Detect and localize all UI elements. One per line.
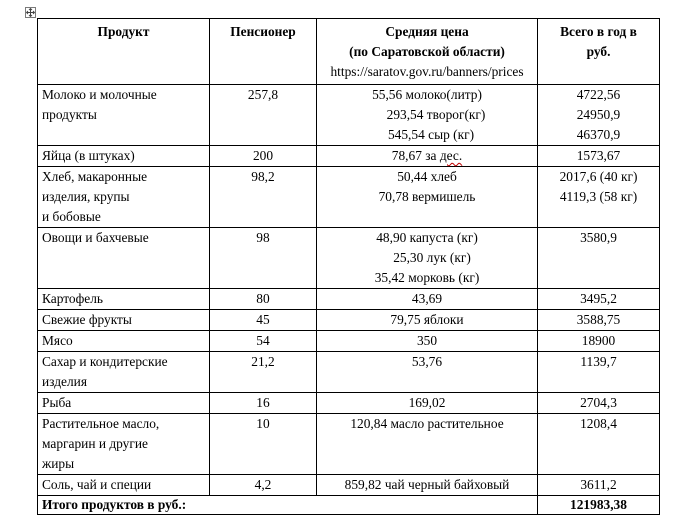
price-value: 169,02 [408,395,446,410]
price-value: 78,67 за [391,148,440,163]
total-cell[interactable] [538,393,660,414]
price-value: 25,30 лук (кг) [393,250,471,265]
table-row [38,475,660,496]
price-cell[interactable] [317,228,538,289]
table-row [38,228,660,289]
pensioner-cell[interactable]: 54 [210,331,317,352]
total-cell[interactable] [538,146,660,167]
total-cell[interactable] [538,331,660,352]
header-average-price-line2: (по Саратовской области) [349,44,505,59]
total-value: 46370,9 [576,127,621,142]
product-name: Хлеб, макаронные [42,169,148,184]
total-value: 24950,9 [576,107,621,122]
pensioner-cell[interactable]: 98,2 [210,167,317,228]
summary-value[interactable]: 121983,38 [538,496,660,515]
food-price-table [37,18,660,515]
price-value: 350 [416,333,438,348]
header-average-price-line1: Средняя цена [385,24,469,39]
product-cell[interactable] [38,289,210,310]
price-value: 53,76 [411,354,443,369]
total-cell[interactable] [538,228,660,289]
product-name: маргарин и другие [42,436,148,451]
product-name: Молоко и молочные [42,87,157,102]
product-cell[interactable] [38,352,210,393]
product-cell[interactable] [38,167,210,228]
product-cell[interactable] [38,414,210,475]
table-move-handle[interactable] [25,7,36,18]
total-value: 1573,67 [576,148,621,163]
price-cell[interactable] [317,85,538,146]
table-row [38,414,660,475]
product-cell[interactable] [38,146,210,167]
pensioner-cell[interactable]: 21,2 [210,352,317,393]
product-name: Овощи и бахчевые [42,230,149,245]
total-value: 1208,4 [580,416,617,431]
pensioner-cell[interactable]: 80 [210,289,317,310]
price-cell[interactable] [317,146,538,167]
total-cell[interactable] [538,85,660,146]
total-value: 3588,75 [576,312,621,327]
header-total-line1: Всего в год в [560,24,637,39]
product-name: Соль, чай и специи [42,477,152,492]
product-name: жиры [42,456,75,471]
product-cell[interactable] [38,393,210,414]
summary-row [38,496,660,515]
table-row [38,310,660,331]
pensioner-cell[interactable]: 16 [210,393,317,414]
product-cell[interactable] [38,85,210,146]
price-value: 545,54 сыр (кг) [387,127,475,142]
total-value: 2017,6 (40 кг) [559,169,638,184]
table-row [38,331,660,352]
product-cell[interactable] [38,475,210,496]
price-value: 55,56 молоко(литр) [372,87,482,102]
total-value: 3495,2 [580,291,617,306]
price-cell[interactable] [317,414,538,475]
product-name: Свежие фрукты [42,312,132,327]
pensioner-cell[interactable]: 257,8 [210,85,317,146]
product-name: Сахар и кондитерские [42,354,168,369]
price-cell[interactable] [317,289,538,310]
product-cell[interactable] [38,331,210,352]
table-row [38,352,660,393]
price-source-link[interactable]: https://saratov.gov.ru/banners/prices [330,64,524,79]
spellcheck-underlined-word: дес. [439,148,463,163]
price-value: 70,78 вермишель [378,189,476,204]
header-row [38,19,660,85]
total-value: 3580,9 [580,230,617,245]
product-name: Растительное масло, [42,416,160,431]
table-row [38,289,660,310]
price-value: 859,82 чай черный байховый [344,477,510,492]
price-value: 48,90 капуста (кг) [376,230,478,245]
product-name: Картофель [42,291,103,306]
pensioner-cell[interactable]: 45 [210,310,317,331]
table-row [38,393,660,414]
header-pensioner: Пенсионер [210,19,317,85]
pensioner-cell[interactable]: 98 [210,228,317,289]
pensioner-cell[interactable]: 4,2 [210,475,317,496]
price-cell[interactable] [317,167,538,228]
price-value: 120,84 масло растительное [350,416,504,431]
pensioner-cell[interactable]: 200 [210,146,317,167]
total-value: 3611,2 [580,477,617,492]
total-cell[interactable] [538,289,660,310]
table-row [38,146,660,167]
total-cell[interactable] [538,414,660,475]
header-product: Продукт [38,19,210,85]
total-cell[interactable] [538,352,660,393]
total-cell[interactable] [538,475,660,496]
price-value: 43,69 [411,291,443,306]
price-cell[interactable] [317,310,538,331]
product-name: Мясо [42,333,73,348]
price-cell[interactable] [317,331,538,352]
price-value: 79,75 яблоки [390,312,464,327]
move-arrows-icon [26,8,35,17]
total-cell[interactable] [538,167,660,228]
product-cell[interactable] [38,310,210,331]
total-value: 18900 [581,333,616,348]
header-total-per-year [538,19,660,85]
price-cell[interactable] [317,352,538,393]
table-row [38,167,660,228]
total-value: 4722,56 [576,87,621,102]
price-value: 293,54 творог(кг) [386,107,486,122]
total-value: 2704,3 [580,395,617,410]
product-name: продукты [42,107,97,122]
pensioner-cell[interactable]: 10 [210,414,317,475]
product-name: изделия, крупы [42,189,130,204]
price-cell[interactable] [317,475,538,496]
product-cell[interactable] [38,228,210,289]
product-name: изделия [42,374,87,389]
table-row [38,85,660,146]
total-value: 4119,3 (58 кг) [559,189,638,204]
product-name: Рыба [42,395,72,410]
product-name: Яйца (в штуках) [42,148,135,163]
header-average-price [317,19,538,85]
summary-label[interactable]: Итого продуктов в руб.: [38,496,538,515]
price-value: 50,44 хлеб [397,169,457,184]
total-cell[interactable] [538,310,660,331]
total-value: 1139,7 [580,354,617,369]
price-value: 35,42 морковь (кг) [374,270,480,285]
product-name: и бобовые [42,209,101,224]
header-total-line2: руб. [586,44,611,59]
price-cell[interactable] [317,393,538,414]
